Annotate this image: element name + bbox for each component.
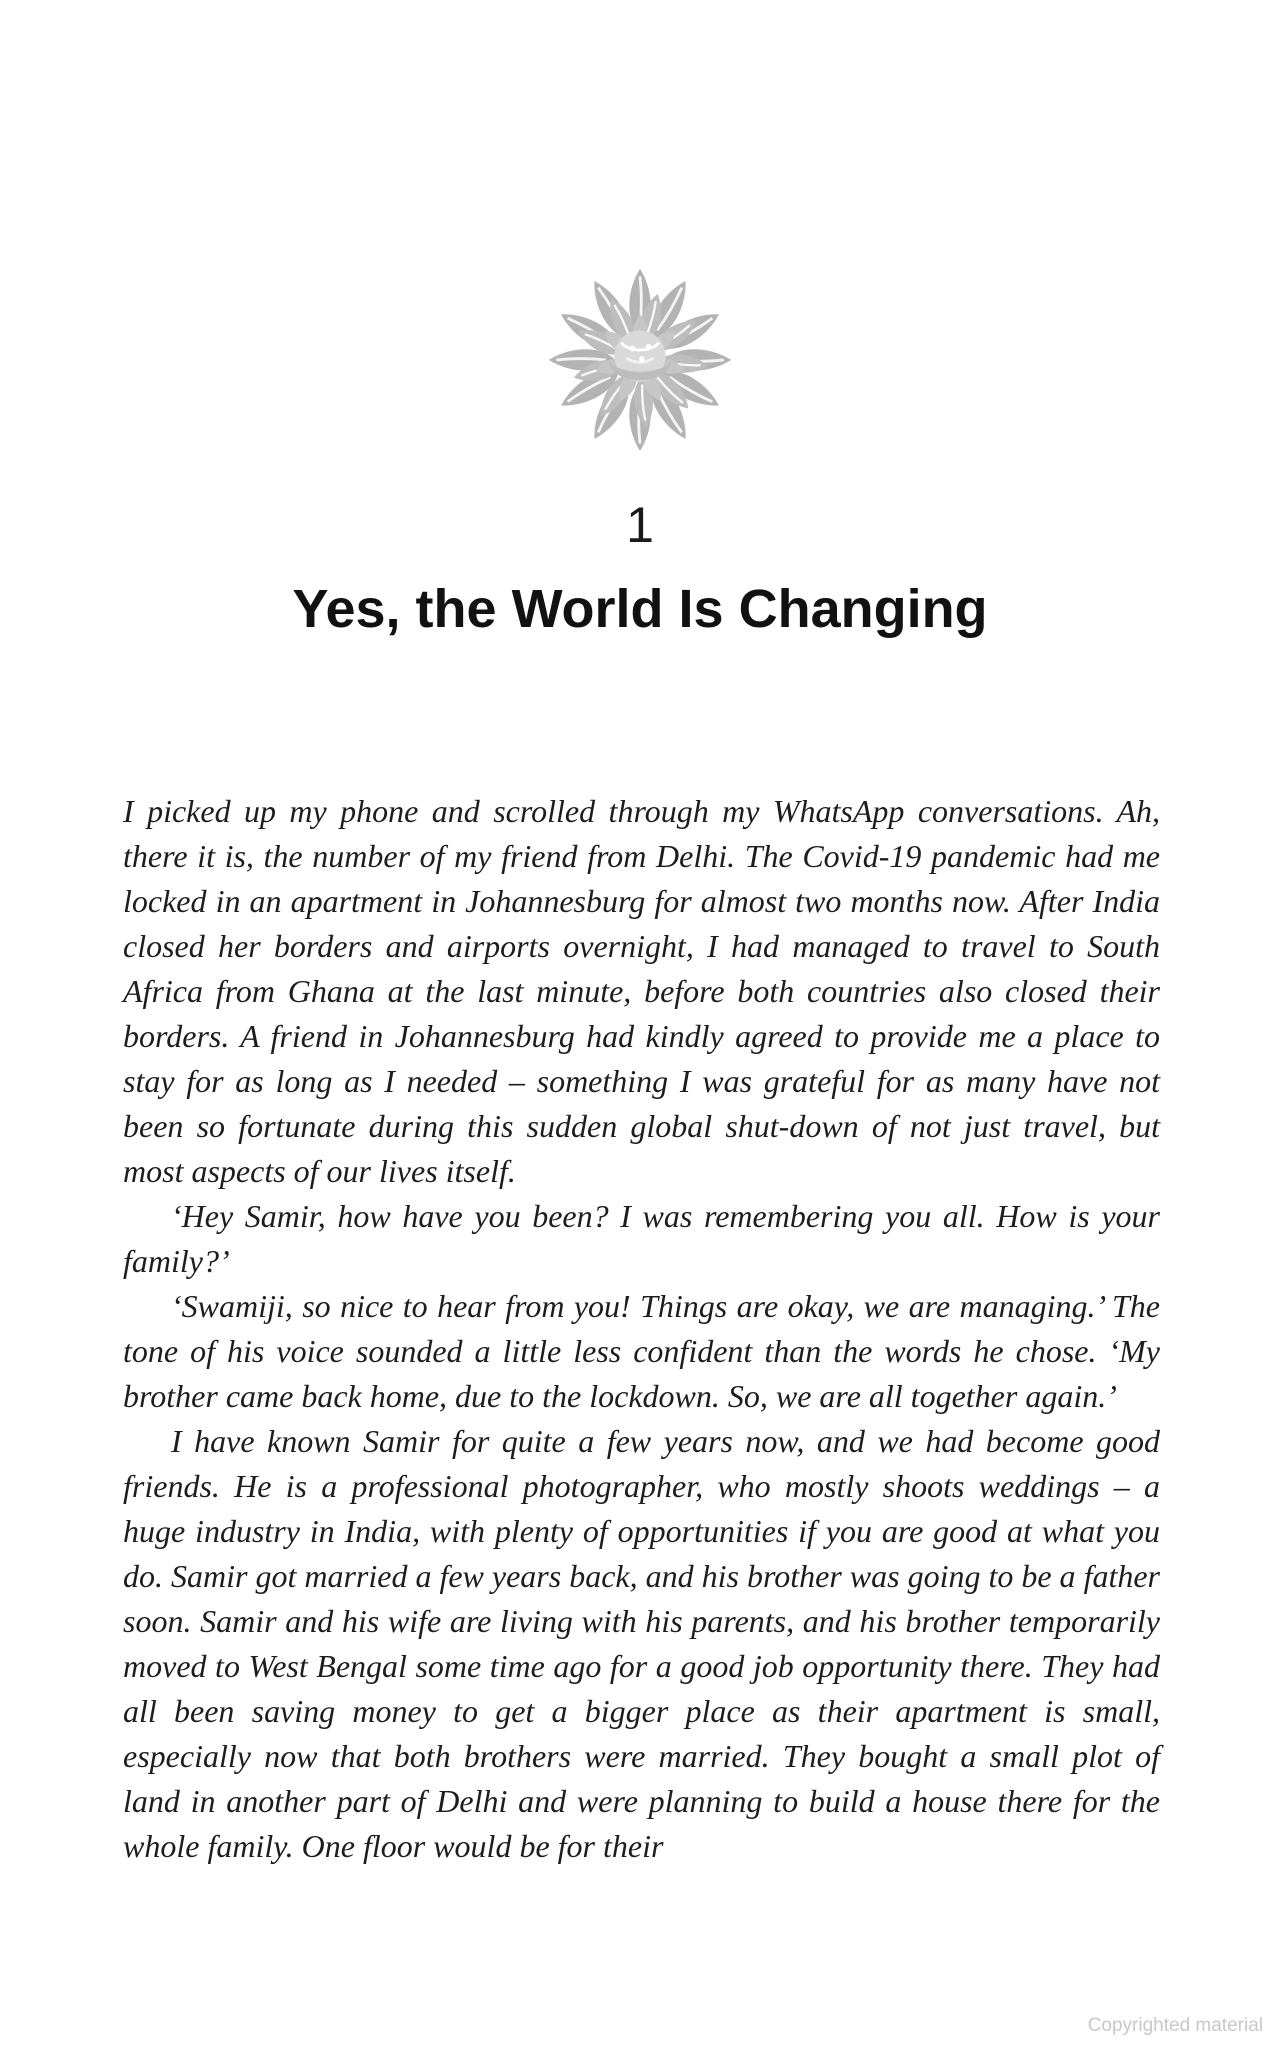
chapter-number: 1 (626, 497, 654, 553)
paragraph: ‘Swamiji, so nice to hear from you! Things are okay, we are managing.’ The tone of his voice sounded a little less confident than the words he chose. ‘My brother came back home, due to the lockdown. So, we are all together again.’ (123, 1288, 1160, 1414)
paragraph: I have known Samir for quite a few years now, and we had become good friends. He is a professional photographer, who mostly shoots weddings – a huge industry in India, with plenty of opportunities if you are good at what you do. Samir got married a few years back, and his brother was going to be a father soon. Samir and his wife are living with his parents, and his brother temporarily moved to West Bengal some time ago for a good job opportunity there. They had all been saving money to get a bigger place as their apartment is small, especially now that both brothers were married. They bought a small plot of land in another part of Delhi and were planning to build a house there for the whole family. One floor would be for their (123, 1423, 1160, 1864)
chapter-body-text (123, 789, 1160, 1869)
lotus-flower-icon (545, 268, 735, 450)
paragraph: ‘Hey Samir, how have you been? I was remembering you all. How is your family?’ (123, 1198, 1160, 1279)
copyright-notice: Copyrighted material (1087, 2015, 1263, 2036)
paragraph: I picked up my phone and scrolled through my WhatsApp conversations. Ah, there it is, the number of my friend from Delhi. The Covid-19 pandemic had me locked in an apartment in Johannesburg for almost two months now. After India closed her borders and airports overnight, I had managed to travel to South Africa from Ghana at the last minute, before both countries also closed their borders. A friend in Johannesburg had kindly agreed to provide me a place to stay for as long as I needed – something I was grateful for as many have not been so fortunate during this sudden global shut-down of not just travel, but most aspects of our lives itself. (123, 793, 1160, 1189)
chapter-title: Yes, the World Is Changing (292, 579, 988, 639)
